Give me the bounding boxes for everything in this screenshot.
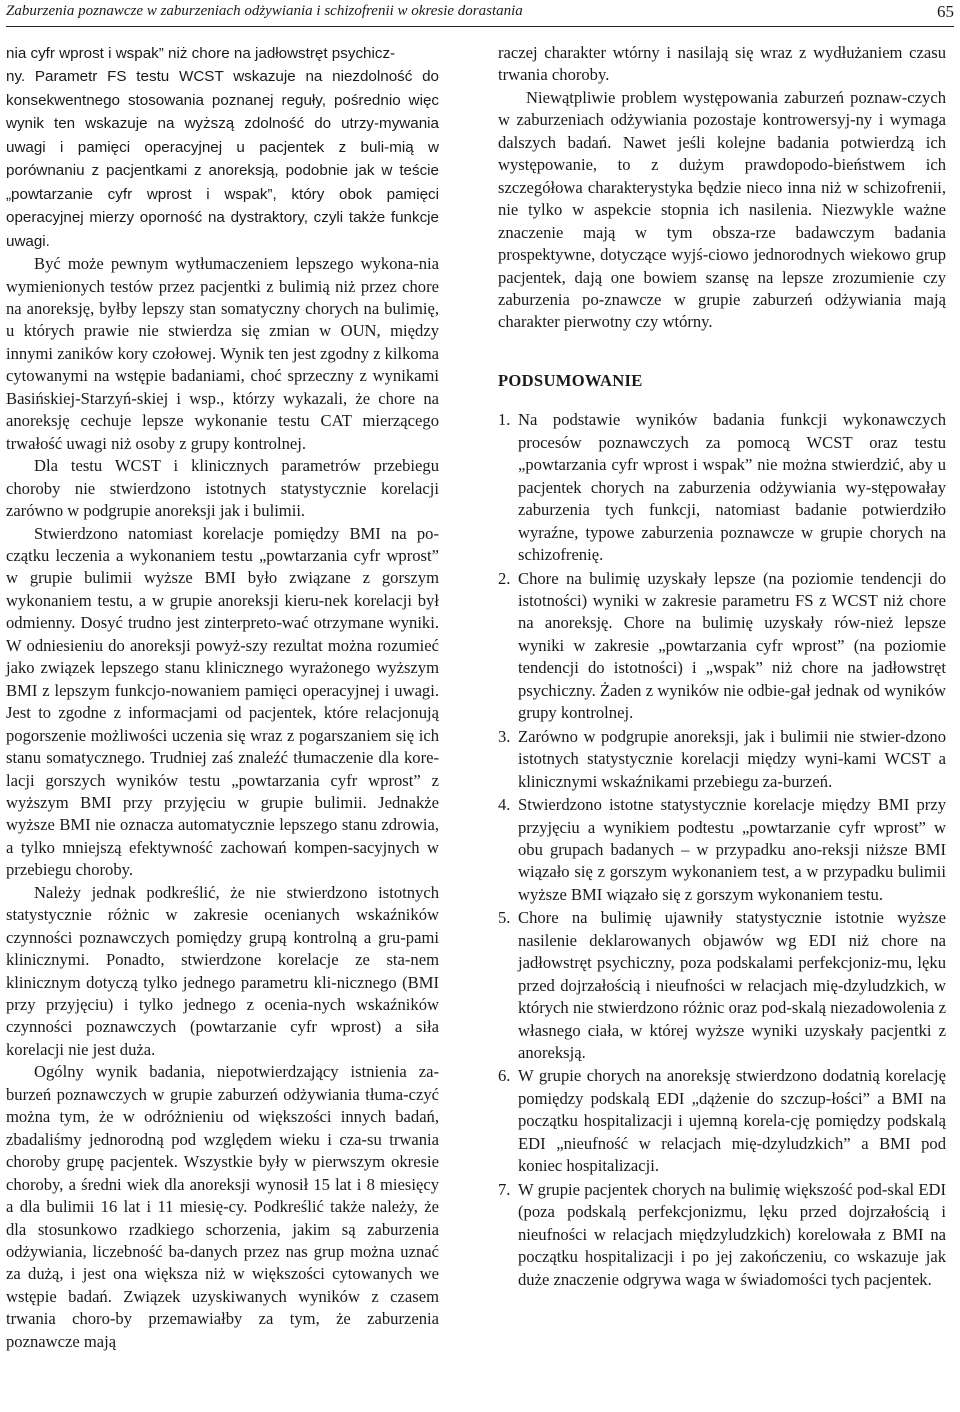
item-text: Zarówno w podgrupie anoreksji, jak i bulimii nie stwier-dzono istotnych statystycznie korelacji między wyni-kami WCST a klinicznymi wskaźnikami przebiegu za-burzeń. [518,726,946,791]
list-item [498,568,946,725]
paragraph: Być może pewnym wytłumaczeniem lepszego wykona-nia wymienionych testów przez pacjentki z bulimią niż przez chore na anoreksję, byłby lepszy stan somatyczny chorych na bulimię, u których prawie nie stwierdza się zmian w OUN, między innymi zaników kory czołowej. Wynik ten jest zgodny z kilkoma cytowanymi na wstępie badaniami, choć sprzeczny z wynikami Basińskiej-Starzyń-skiej i wsp., którzy wykazali, że chore na anoreksję cechuje lepsze wykonanie testu CAT mierzącego trwałość uwagi niż osoby z grupy kontrolnej. [6,254,439,453]
item-number: 4. [498,795,511,815]
left-column [6,42,439,1353]
summary-list [498,409,946,1291]
list-item [498,726,946,793]
right-column [498,42,946,1292]
item-text: Na podstawie wyników badania funkcji wykonawczych procesów poznawczych za pomocą WCST oraz testu „powtarzania cyfr wprost i wspak” nie można stwierdzić, aby u pacjentek chorych na zaburzenia odżywiania wy-stępowałay zaburzenia tych funkcji, natomiast badanie potwierdziło wyraźne, typowe zaburzenia poznawcze w grupie chorych na schizofrenię. [518,410,946,565]
list-item [498,1179,946,1291]
paragraph: Należy jednak podkreślić, że nie stwierdzono istotnych statystycznie różnic w zakresie ocenianych wskaźników czynności poznawczych pomiędzy grupą kontrolną a gru-pami klinicznymi. Ponadto, stwierdzone korelacje ze sta-nem klinicznym dotyczą tylko jednego parametru kli-nicznego (BMI przy przyjęciu) i tylko jednego z ocenia-nych wskaźników czynności poznawczych (powtarzanie cyfr wprost) a siła korelacji nie jest duża. [6,882,439,1059]
page-number: 65 [937,2,954,21]
item-number: 1. [498,410,511,430]
item-number: 6. [498,1066,511,1086]
running-header [6,0,954,27]
running-title: Zaburzenia poznawcze w zaburzeniach odżywiania i schizofrenii w okresie dorastania [6,3,523,19]
paragraph: Ogólny wynik badania, niepotwierdzający istnienia za-burzeń poznawczych w grupie zaburzeń odżywiania tłuma-czyć można tym, że w odróżnieniu od większości innych badań, zbadaliśmy jednorodną pod względem wieku i cza-su trwania choroby grupę pacjentek. Wszystkie były w pierwszym okresie choroby, a średni wiek dla anoreksji wynosił 15 lat i 8 miesięcy a dla bulimii 16 lat i 11 miesię-cy. Podkreślić także należy, że dla stosunkowo rzadkiego schorzenia, jakim są zaburzenia odżywiania, liczebność ba-danych przez nas grup można uznać za dużą, i jest ona większa niż w większości cytowanych we wstępie badań. Związek uzyskiwanych wyników z czasem trwania choro-by przemawiałby za tym, że zaburzenia poznawcze mają [6,1062,439,1351]
item-text: Stwierdzono istotne statystycznie korelacje między BMI przy przyjęciu a wynikiem podtestu „powtarzanie cyfr wprost” w obu grupach badanych – w przypadku ano-reksji niższe BMI wiązało się z gorszym wykonaniem test, a w przypadku bulimii wyższe BMI wiązało się z gorszym wykonaniem testu. [518,795,946,904]
item-number: 3. [498,726,511,746]
paragraph: Stwierdzono natomiast korelacje pomiędzy BMI na po-czątku leczenia a wykonaniem testu „powtarzania cyfr wprost” w grupie bulimii wyższe BMI było związane z gorszym wykonaniem testu, a w grupie anoreksji kieru-nek korelacji był odmienny. Dosyć trudno jest zinterpreto-wać otrzymane wyniki. W odniesieniu do anoreksji powyż-szy rezultat można rozumieć jako związek lepszego stanu klinicznego wyrażonego wyższym BMI z lepszym funkcjo-nowaniem pamięci operacyjnej i uwagi. Jest to zgodne z informacjami od pacjentek, które relacjonują pogorszenie możliwości uczenia się wraz z pogarszaniem się ich stanu somatycznego. Trudniej zaś znaleźć tłumaczenie dla kore-lacji gorszych wyników testu „powtarzania cyfr wprost” z wyższym BMI przy przyjęciu w grupie bulimii. Jednakże wyższe BMI nie oznacza automatycznie lepszego stanu zdrowia, a tylko mniejszą efektywność zachowań kompen-sacyjnych w przebiegu choroby. [6,523,439,880]
paragraph: Niewątpliwie problem występowania zaburzeń poznaw-czych w zaburzeniach odżywiania pozostaje kontrowersyj-ny i wymaga dalszych badań. Nawet jeśli kolejne badania potwierdzą ich występowanie, to z dużym prawdopodo-bieństwem ich szczegółowa charakterystyka będzie nieco inna niż w schizofrenii, nie tylko w aspekcie stopnia ich nasilenia. Niezwykle ważne znaczenie mają w tym obsza-rze badawczym badania prospektywne, dotyczące wyjś-ciowo jednorodnych wiekowo grup pacjentek, dają one bowiem szansę na lepsze zrozumienie czy zaburzenia po-znawcze w grupie zaburzeń odżywiania mają charakter pierwotny czy wtórny. [498,87,946,332]
item-number: 2. [498,568,511,588]
list-item [498,1065,946,1177]
item-text: Chore na bulimię uzyskały lepsze (na poziomie tendencji do istotności) wyniki w zakresie parametru FS z WCST niż chore na anoreksję. Chore na bulimię uzyskały rów-nież lepsze wyniki w zakresie „powtarzania cyfr wprost” (na poziomie tendencji do istotności) i „wspak” niż chore na jadłowstręt psychiczny. Żaden z wyników nie odbie-gał jednak od wyników grupy kontrolnej. [518,568,946,723]
item-number: 5. [498,908,511,928]
paragraph: raczej charakter wtórny i nasilają się wraz z wydłużaniem czasu trwania choroby. [498,43,946,85]
item-text: Chore na bulimię ujawniły statystycznie istotnie wyższe nasilenie deklarowanych objawów wg EDI niż chore na jadłowstręt psychiczny, poza podskalami perfekcjoniz-mu, lęku przed dojrzałością i nieufności w relacjach mię-dzyludzkich, w których nie stwierdzono różnic oraz pod-skalą niezadowolenia z własnego ciała, w której wyższe wyniki uzyskały pacjentki z anoreksją. [518,908,946,1063]
section-heading: PODSUMOWANIE [498,370,643,390]
paragraph: nia cyfr wprost i wspak” niż chore na jadłowstręt psychicz- ny. Parametr FS testu WCST wskazuje na niezdolność do konsekwentnego stosowania poznanej reguły, pośrednio więc wynik ten wskazuje na wyższą zdolność do utrzy-mywania uwagi i pamięci operacyjnej u pacjentek z buli-mią w porównaniu z pacjentkami z anoreksją, podobnie jak w teście „powtarzanie cyfr wprost i wspak”, który obok pamięci operacyjnej mierzy oporność na dystraktory, czyli także funkcje uwagi. [6,45,439,250]
list-item [498,409,946,566]
item-text: W grupie pacjentek chorych na bulimię większość pod-skal EDI (poza podskalą perfekcjonizmu, lęku przed dojrzałością i nieufności w relacjach międzyludzkich) korelowała z BMI na początku hospitalizacji i po jej zakończeniu, co wskazuje jak duże znaczenie odgrywa waga w świadomości tych pacjentek. [518,1179,946,1289]
item-number: 7. [498,1179,511,1199]
paragraph: Dla testu WCST i klinicznych parametrów przebiegu choroby nie stwierdzono istotnych statystycznie korelacji zarówno w podgrupie anoreksji jak i bulimii. [6,456,439,521]
list-item [498,794,946,906]
list-item [498,907,946,1064]
item-text: W grupie chorych na anoreksję stwierdzono dodatnią korelację pomiędzy podskalą EDI „dążenie do szczup-łości” a BMI na początku hospitalizacji i ujemną korela-cję pomiędzy podskalą EDI „nieufność w relacjach mię-dzyludzkich” a BMI pod koniec hospitalizacji. [518,1066,946,1176]
